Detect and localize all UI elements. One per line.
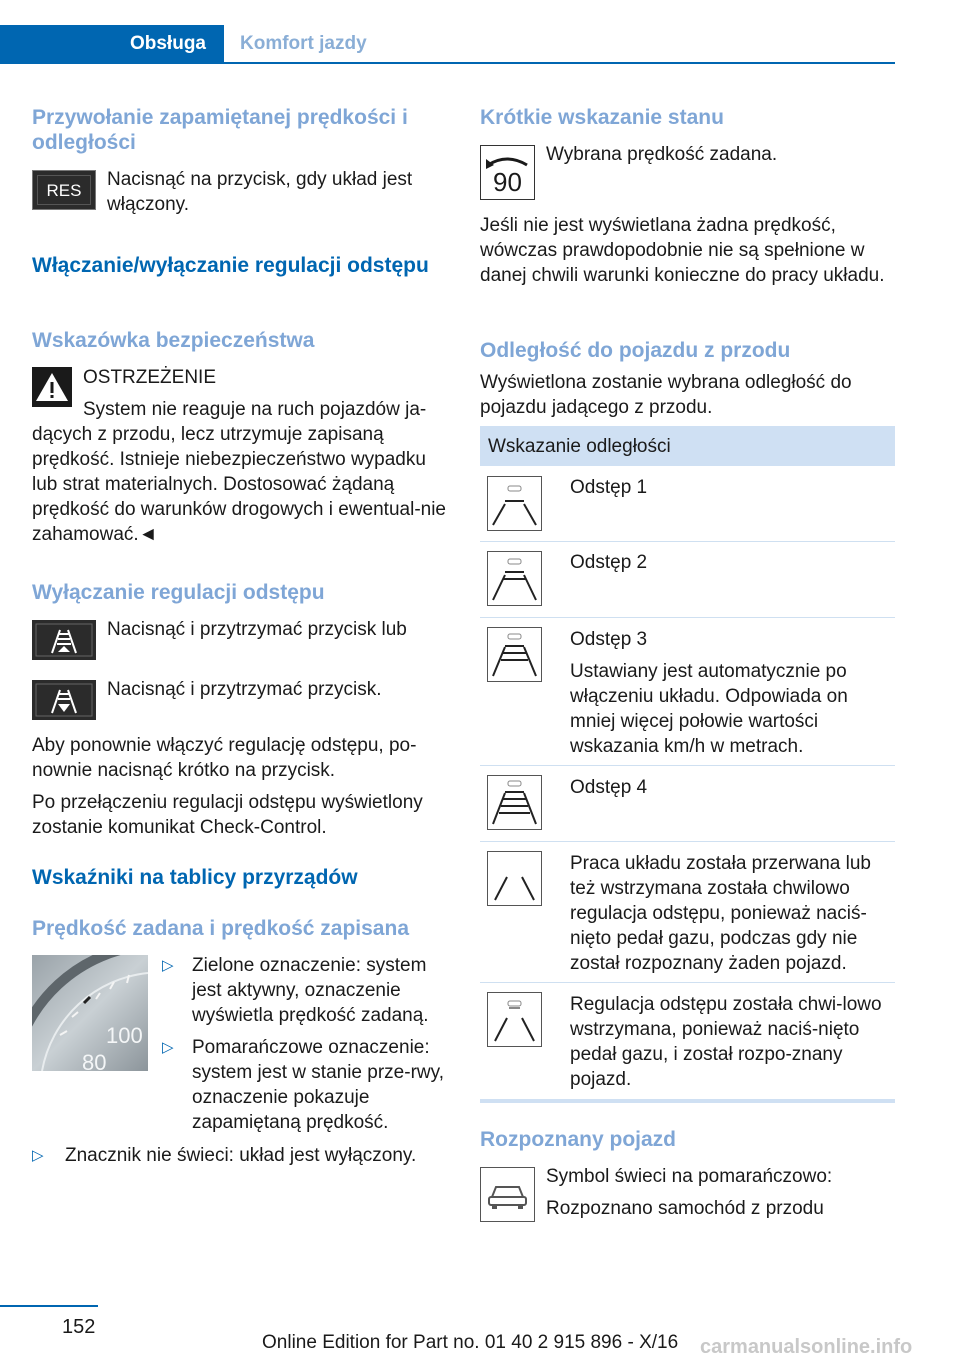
distance-paused-vehicle-icon: [487, 992, 542, 1047]
heading-safety-note: Wskazówka bezpieczeństwa: [32, 329, 315, 352]
heading-toggle-distance: Włączanie/wyłączanie regulacji odstępu: [32, 254, 429, 277]
table-row-divider: [480, 841, 895, 842]
set-speed-value: 90: [493, 167, 522, 197]
bullet-icon: ▷: [162, 1039, 174, 1056]
bullet-green-text: Zielone oznaczenie: system jest aktywny, oznaczenie wyświetla prędkość zadaną.: [192, 955, 429, 1026]
distance-3-desc: Ustawiany jest automatycznie po włączeniu układu. Odpowiada on mniej więcej połowie wartości wskazania km/h w metrach.: [570, 661, 848, 757]
heading-distance-front: Odległość do pojazdu z przodu: [480, 339, 791, 362]
distance-button-alt-icon: [32, 680, 96, 720]
heading-short-status: Krótkie wskazanie stanu: [480, 106, 724, 129]
set-speed-text: Wybrana prędkość zadana.: [546, 144, 778, 165]
bullet-off-text: Znacznik nie świeci: układ jest wyłączony.: [65, 1145, 417, 1166]
warning-triangle-icon: [32, 367, 72, 407]
watermark: carmanualsonline.info: [700, 1336, 913, 1358]
distance-front-paragraph: Wyświetlona zostanie wybrana odległość do pojazdu jadącego z przodu.: [480, 372, 852, 418]
warning-text: dących z przodu, lecz utrzymuje zapisaną prędkość. Istnieje niebezpieczeństwo wypadku lub strat materialnych. Dostosować żądaną prędkość do warunków drogowych i ewentual-nie zahamować.◄: [32, 424, 447, 545]
distance-2-icon: [487, 551, 542, 606]
table-row-divider: [480, 617, 895, 618]
footer-rule: [0, 1305, 98, 1307]
detected-vehicle-icon: [480, 1167, 535, 1222]
no-speed-paragraph: Jeśli nie jest wyświetlana żadna prędkość, wówczas prawdopodobnie nie są spełnione w danej chwili warunki konieczne do pracy układu.: [480, 215, 885, 286]
distance-paused-vehicle-text: Regulacja odstępu została chwi-lowo wstrzymana, ponieważ naciś-nięto pedał gazu, i został rozpo-znany pojazd.: [570, 994, 882, 1090]
tab-obsluga[interactable]: Obsługa: [0, 25, 224, 62]
res-button-icon: RES: [32, 170, 96, 210]
detected-vehicle-text-1: Symbol świeci na pomarańczowo:: [546, 1166, 833, 1187]
warning-title: OSTRZEŻENIE: [83, 367, 217, 388]
heading-detected-vehicle: Rozpoznany pojazd: [480, 1128, 676, 1151]
distance-3-icon: [487, 627, 542, 682]
heading-recall-speed: Przywołanie zapamiętanej prędkości i odległości: [32, 106, 408, 154]
table-row-divider: [480, 765, 895, 766]
gauge-label-100: 100: [106, 1023, 143, 1048]
table-row-divider: [480, 541, 895, 542]
press-hold-or-text: Nacisnąć i przytrzymać przycisk lub: [107, 619, 407, 640]
bullet-icon: ▷: [162, 957, 174, 974]
detected-vehicle-text-2: Rozpoznano samochód z przodu: [546, 1198, 824, 1219]
distance-3-label: Odstęp 3: [570, 629, 648, 650]
speedometer-image: [32, 955, 148, 1071]
distance-button-icon: [32, 620, 96, 660]
header-bar: [0, 25, 895, 64]
table-header: [480, 426, 895, 466]
res-text: Nacisnąć na przycisk, gdy układ jest włączony.: [107, 169, 413, 215]
distance-1-label: Odstęp 1: [570, 477, 648, 498]
bullet-icon: ▷: [32, 1147, 44, 1164]
reenable-paragraph: Aby ponownie włączyć regulację odstępu, po-nownie nacisnąć krótko na przycisk.: [32, 735, 417, 781]
set-speed-icon: [480, 145, 535, 200]
heading-instrument-indicators: Wskaźniki na tablicy przyrządów: [32, 866, 358, 889]
check-control-paragraph: Po przełączeniu regulacji odstępu wyświetlony zostanie komunikat Check-Control.: [32, 792, 423, 838]
bullet-orange-text: Pomarańczowe oznaczenie: system jest w stanie prze-rwy, oznaczenie pokazuje zapamiętaną prędkość.: [192, 1037, 444, 1133]
table-row-divider: [480, 982, 895, 983]
gauge-label-80: 80: [82, 1050, 107, 1071]
distance-interrupted-text: Praca układu została przerwana lub też wstrzymana została chwilowo regulacja odstępu, ponieważ naciś-nięto pedał gazu, podczas gdy nie został rozpoznany żaden pojazd.: [570, 853, 872, 974]
heading-disable-distance: Wyłączanie regulacji odstępu: [32, 581, 325, 604]
distance-4-icon: [487, 775, 542, 830]
heading-set-speed: Prędkość zadana i prędkość zapisana: [32, 917, 409, 940]
distance-interrupted-icon: [487, 851, 542, 906]
edition-text: Online Edition for Part no. 01 40 2 915 896 - X/16: [262, 1332, 679, 1353]
tab-komfort-jazdy[interactable]: Komfort jazdy: [240, 33, 367, 54]
distance-2-label: Odstęp 2: [570, 552, 648, 573]
distance-4-label: Odstęp 4: [570, 777, 648, 798]
distance-1-icon: [487, 476, 542, 531]
table-bottom-rule: [480, 1099, 895, 1103]
page-number: 152: [62, 1316, 96, 1338]
warning-text-first-line: System nie reaguje na ruch pojazdów ja-: [83, 399, 427, 420]
press-hold-text: Nacisnąć i przytrzymać przycisk.: [107, 679, 382, 700]
table-header-label: Wskazanie odległości: [488, 436, 671, 457]
